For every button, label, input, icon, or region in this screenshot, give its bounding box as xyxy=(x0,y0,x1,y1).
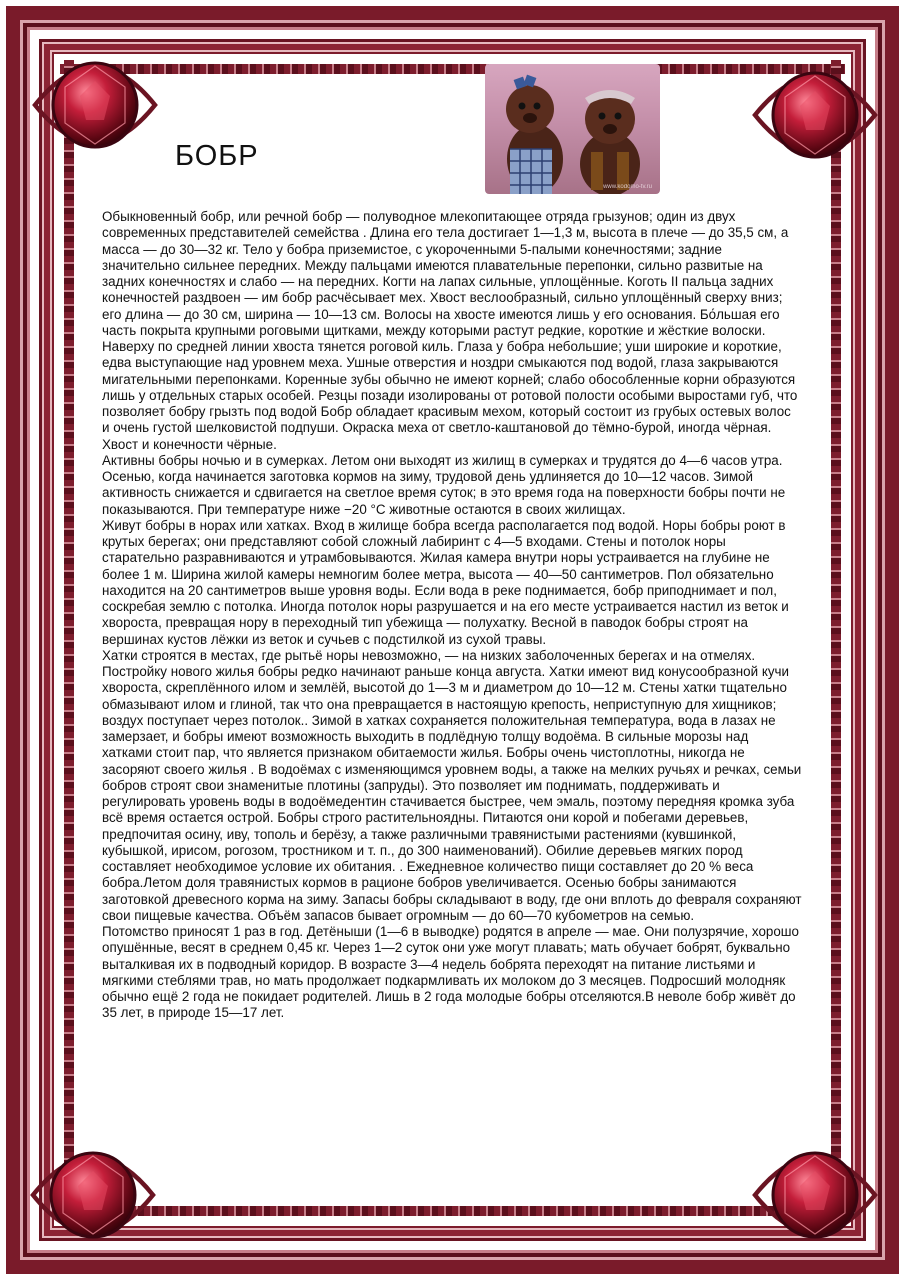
paragraph: Хатки строятся в местах, где рытьё норы невозможно, — на низких заболоченных берегах и на отмелях. Постройку нового жилья бобры редко начинают раньше конца августа. Хатки имеют вид конусообразной кучи хвороста, скреплённого илом и землёй, высотой до 1—3 м и диаметром до 10—12 м. Стены хатки тщательно обмазывают илом и глиной, так что она превращается в настоящую крепость, неприступную для хищников; воздух поступает через потолок.. Зимой в хатках сохраняется положительная температура, вода в лазах не замерзает, и бобры имеют возможность выходить в подлёдную толщу водоёма. В сильные морозы над хатками стоит пар, что является признаком обитаемости жилья. Бобры очень чистоплотны, никогда не засоряют своего жилья . В водоёмах с изменяющимся уровнем воды, а также на мелких ручьях и речках, семьи бобров строят свои знаменитые плотины (запруды). Это позволяет им поднимать, поддерживать и регулировать уровень воды в водоёмедентин стачивается быстрее, чем эмаль, поэтому передняя кромка зуба всё время остается острой. Бобры строго растительноядны. Питаются они корой и побегами деревьев, предпочитая осину, иву, тополь и берёзу, а также различными травянистыми растениями (кувшинкой, кубышкой, ирисом, рогозом, тростником и т. п., до 300 наименований). Обилие деревьев мягких пород составляет необходимое условие их обитания. . Ежедневное количество пищи составляет до 20 % веса бобра.Летом доля травянистых кормов в рационе бобров увеличивается. Осенью бобры занимаются заготовкой древесного корма на зиму. Запасы бобры складывают в воду, где они вплоть до февраля сохраняют свои пищевые качества. Объём запасов бывает огромным — до 60—70 кубометров на семью. xyxy=(102,647,802,923)
frame-bar-top xyxy=(60,64,845,74)
paragraph: Обыкновенный бобр, или речной бобр — полуводное млекопитающее отряда грызунов; один из двух современных представителей семейства . Длина его тела достигает 1—1,3 м, высота в плече — до 35,5 см, а масса — до 30—32 кг. Тело у бобра приземистое, с укороченными 5-палыми конечностями; задние значительно сильнее передних. Между пальцами имеются плавательные перепонки, сильно развитые на задних конечностях и слабо — на передних. Когти на лапах сильные, уплощённые. Коготь II пальца задних конечностей раздвоен — им бобр расчёсывает мех. Хвост веслообразный, сильно уплощённый сверху вниз; его длина — до 30 см, ширина — 10—13 см. Волосы на хвосте имеются лишь у его основания. Бо́льшая его часть покрыта крупными роговыми щитками, между которыми растут редкие, короткие и жёсткие волоски. Наверху по средней линии хвоста тянется роговой киль. Глаза у бобра небольшие; уши широкие и короткие, едва выступающие над уровнем меха. Ушные отверстия и ноздри смыкаются под водой, глаза закрываются мигательными перепонками. Коренные зубы обычно не имеют корней; слабо обособленные корни образуются лишь у отдельных старых особей. Резцы позади изолированы от ротовой полости особыми выростами губ, что позволяет бобру грызть под водой Бобр обладает красивым мехом, который состоит из грубых остевых волос и очень густой шелковистой подпуши. Окраска меха от светло-каштановой до тёмно-бурой, иногда чёрная. Хвост и конечности чёрные. xyxy=(102,209,798,452)
corner-gem-icon xyxy=(18,1120,168,1270)
frame-bar-right xyxy=(831,60,841,1220)
paragraph: Активны бобры ночью и в сумерках. Летом они выходят из жилищ в сумерках и трудятся до 4—6 часов утра. Осенью, когда начинается заготовка кормов на зиму, трудовой день удлиняется до 10—12 часов. Зимой активность снижается и сдвигается на светлое время суток; в это время года на поверхности бобры почти не показываются. При температуре ниже −20 °C животные остаются в своих жилищах. xyxy=(102,452,786,517)
corner-gem-icon xyxy=(740,40,890,190)
corner-gem-icon xyxy=(20,30,170,180)
corner-gem-icon xyxy=(740,1120,890,1270)
page-title: БОБР xyxy=(175,140,259,172)
beaver-photo xyxy=(485,64,660,194)
photo-watermark: www.kodomo-tv.ru xyxy=(603,184,652,190)
frame-bar-left xyxy=(64,60,74,1220)
frame-bar-bottom xyxy=(60,1206,845,1216)
paragraph: Живут бобры в норах или хатках. Вход в жилище бобра всегда располагается под водой. Норы бобры роют в крутых берегах; они представляют собой сложный лабиринт с 4—5 входами. Стены и потолок норы старательно разравниваются и утрамбовываются. Жилая камера внутри норы устраивается на глубине не более 1 м. Ширина жилой камеры немногим более метра, высота — 40—50 сантиметров. Пол обязательно находится на 20 сантиметров выше уровня воды. Если вода в реке поднимается, бобр приподнимает и пол, соскребая землю с потолка. Иногда потолок норы разрушается и на его месте устраивается настил из веток и хвороста, превращая нору в переходный тип убежища — полухатку. Весной в паводок бобры строят на вершинах кустов лёжки из веток и сучьев с подстилкой из сухой травы. xyxy=(102,517,789,647)
beaver-puppets-illustration xyxy=(485,64,660,194)
article-body xyxy=(102,209,802,1022)
paragraph: Потомство приносят 1 раз в год. Детёныши (1—6 в выводке) родятся в апреле — мае. Они полузрячие, хорошо опушённые, весят в среднем 0,45 кг. Через 1—2 суток они уже могут плавать; мать обучает бобрят, буквально выталкивая их в подводный коридор. В возрасте 3—4 недель бобрята переходят на питание листьями и мягкими стеблями трав, но мать продолжает подкармливать их молоком до 3 месяцев. Подросший молодняк обычно ещё 2 года не покидает родителей. Лишь в 2 года молодые бобры отселяются.В неволе бобр живёт до 35 лет, в природе 15—17 лет. xyxy=(102,924,799,1021)
